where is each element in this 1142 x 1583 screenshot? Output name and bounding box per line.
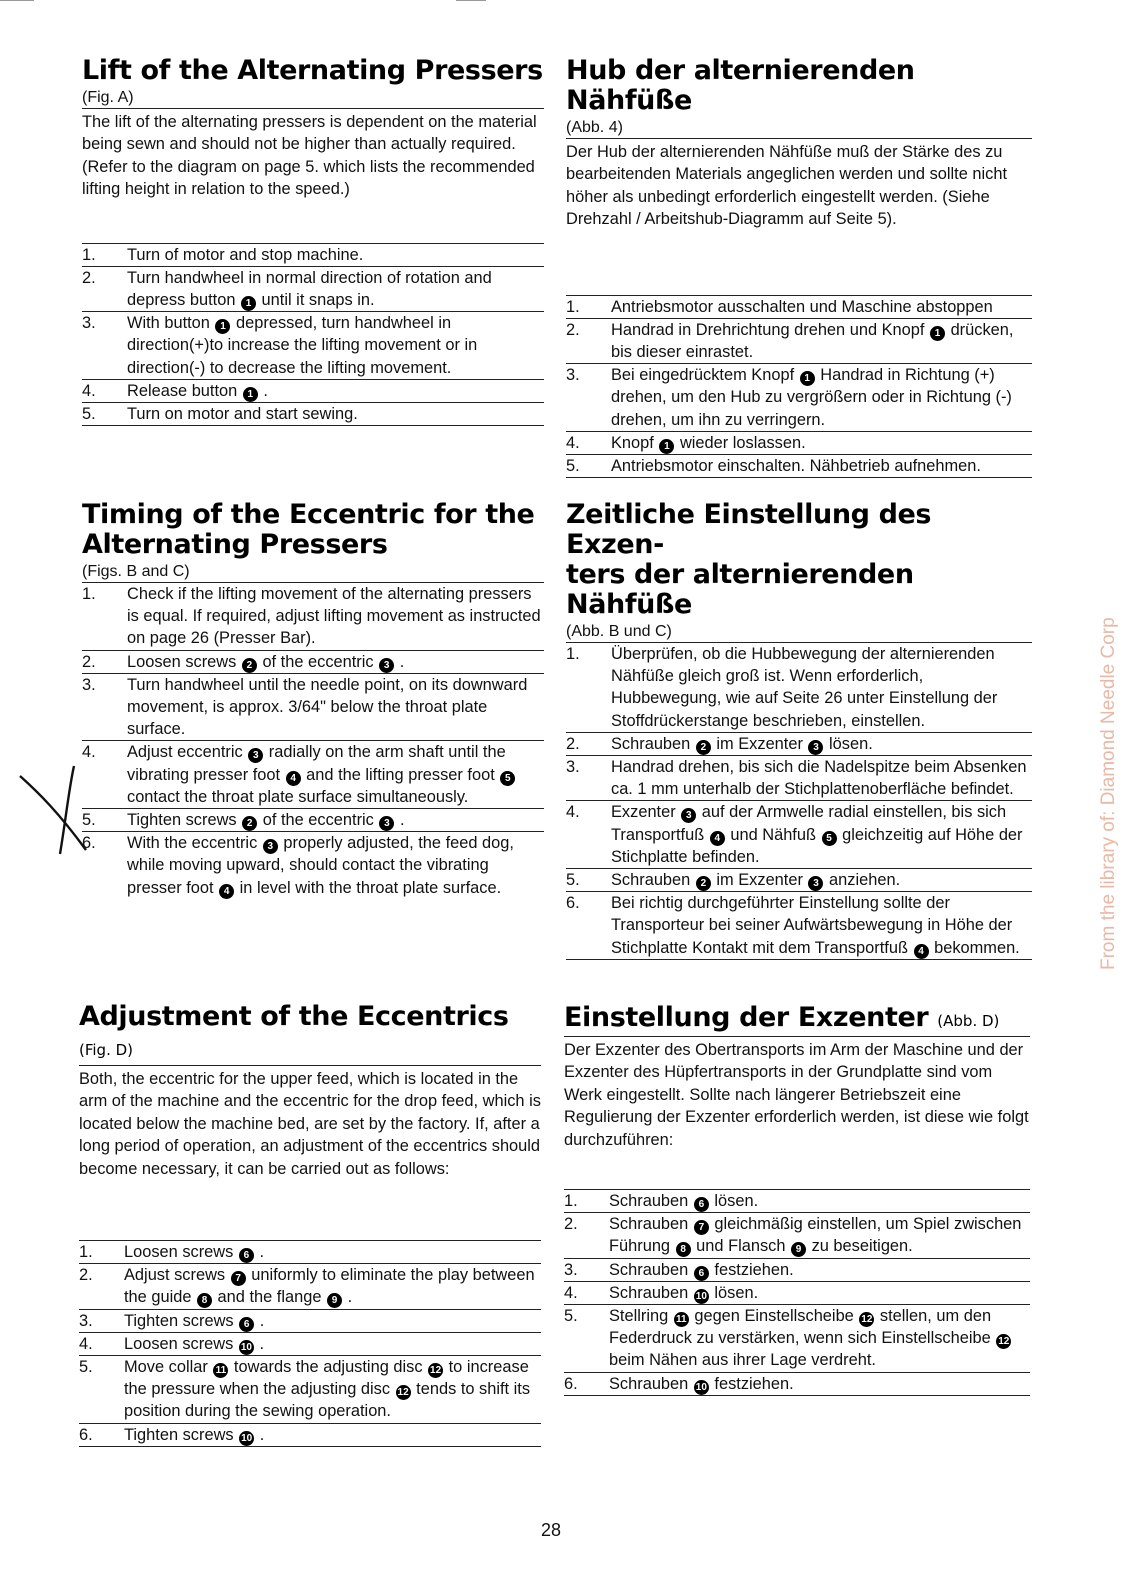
step-item xyxy=(566,455,1032,478)
step-number: 5. xyxy=(82,811,96,830)
intro-paragraph: Both, the eccentric for the upper feed, which is located in the arm of the machine and the eccentric for the drop feed, which is located below the machine bed, are set by the factory. If, after a long period of operation, an adjustment of the eccentrics should become necessary, it can be carried out as follows: xyxy=(79,1070,541,1178)
divider xyxy=(564,1036,1030,1037)
divider xyxy=(79,1065,541,1066)
step-text: and the flange xyxy=(213,1288,327,1307)
step-item xyxy=(564,1213,1030,1258)
step-text: Turn handwheel until the needle point, on its downward movement, is approx. 3/64" below the throat plate surface. xyxy=(127,675,528,739)
step-text: lösen. xyxy=(709,1192,759,1211)
step-text: . xyxy=(395,811,405,830)
step-text: Check if the lifting movement of the alternating pressers is equal. If required, adjust lifting movement as instructed on page 26 (Presser Bar). xyxy=(127,585,541,648)
step-number: 5. xyxy=(566,457,580,476)
figure-reference: (Fig. A) xyxy=(82,89,134,106)
step-text: Loosen screws xyxy=(124,1334,238,1353)
steps-list xyxy=(564,1189,1030,1396)
steps-list xyxy=(82,582,544,899)
step-number: 2. xyxy=(564,1215,578,1234)
step-text: and the lifting presser foot xyxy=(301,765,500,784)
callout-number-badge: 3 xyxy=(248,748,263,763)
step-item xyxy=(564,1259,1030,1282)
callout-number-badge: 4 xyxy=(286,771,301,786)
adjust-section-en xyxy=(79,1002,541,1447)
step-item xyxy=(82,832,544,899)
callout-number-badge: 2 xyxy=(696,740,711,755)
divider xyxy=(566,138,1032,139)
figure-reference: (Abb. B und C) xyxy=(566,623,672,640)
callout-number-badge: 11 xyxy=(213,1363,228,1378)
step-text: beim Nähen aus ihrer Lage verdreht. xyxy=(609,1351,876,1370)
callout-number-badge: 5 xyxy=(822,831,837,846)
step-text: . xyxy=(255,1425,265,1444)
step-text: . xyxy=(254,1243,264,1262)
step-text: Release button xyxy=(127,381,242,400)
step-text: gleichmäßig einstellen, um Spiel zwischen Führung xyxy=(609,1215,1022,1256)
callout-number-badge: 12 xyxy=(430,1365,442,1377)
library-watermark: From the library of: Diamond Needle Corp xyxy=(1098,617,1119,970)
callout-number-badge: 3 xyxy=(379,658,394,673)
step-number: 2. xyxy=(566,320,580,339)
timing-section-en xyxy=(82,500,544,899)
step-text: lösen. xyxy=(824,734,873,753)
step-number: 3. xyxy=(79,1311,93,1330)
step-number: 6. xyxy=(79,1425,93,1444)
step-text: festziehen. xyxy=(709,1374,794,1393)
step-item xyxy=(566,733,1032,756)
step-text: Tighten screws xyxy=(124,1311,239,1330)
step-text: of the eccentric xyxy=(257,652,379,671)
step-number: 5. xyxy=(82,405,96,424)
timing-section-de xyxy=(566,500,1032,960)
steps-list xyxy=(82,243,544,427)
step-text: Handrad drehen, bis sich die Nadelspitze beim Absenken ca. 1 mm unterhalb der Stichplattenoberfläche befindet. xyxy=(611,758,1027,799)
step-number: 4. xyxy=(564,1283,578,1302)
step-item xyxy=(79,1356,541,1424)
steps-list xyxy=(566,295,1032,479)
step-item xyxy=(566,364,1032,432)
step-text: Antriebsmotor einschalten. Nähbetrieb aufnehmen. xyxy=(611,457,981,476)
step-text: Schrauben xyxy=(609,1374,693,1393)
step-number: 3. xyxy=(564,1260,578,1279)
callout-number-badge: 1 xyxy=(659,439,674,454)
step-text: stellen, um den Federdruck zu verstärken, wenn sich Einstellscheibe xyxy=(609,1307,996,1348)
callout-number-badge: 10 xyxy=(240,1341,252,1353)
callout-number-badge: 6 xyxy=(239,1248,254,1263)
step-text: Schrauben xyxy=(609,1192,693,1211)
step-text: Stellring xyxy=(609,1307,673,1326)
section-title: Lift of the Alternating Pressers xyxy=(82,55,543,86)
callout-number-badge: 8 xyxy=(197,1293,212,1308)
step-item xyxy=(566,892,1032,960)
step-text: im Exzenter xyxy=(711,734,808,753)
callout-number-badge: 12 xyxy=(998,1336,1010,1348)
step-text: Bei eingedrücktem Knopf xyxy=(611,366,799,385)
step-item xyxy=(79,1264,541,1309)
figure-reference: (Abb. 4) xyxy=(566,119,623,136)
step-text: Schrauben xyxy=(611,734,695,753)
step-text: gleichzeitig auf Höhe der Stichplatte befinden. xyxy=(611,825,1023,866)
step-number: 5. xyxy=(564,1307,578,1326)
step-text: Handrad in Drehrichtung drehen und Knopf xyxy=(611,320,930,339)
step-item xyxy=(564,1305,1030,1373)
step-text: drücken, bis dieser einrastet. xyxy=(611,320,1014,362)
callout-number-badge: 4 xyxy=(219,884,234,899)
step-text: radially on the arm shaft until the vibrating presser foot xyxy=(127,743,506,784)
step-item xyxy=(566,296,1032,319)
step-number: 4. xyxy=(79,1334,93,1353)
step-number: 4. xyxy=(566,803,580,822)
lift-section-en xyxy=(82,56,544,426)
callout-number-badge: 2 xyxy=(242,658,257,673)
step-item xyxy=(79,1333,541,1356)
callout-number-badge: 1 xyxy=(243,387,258,402)
step-text: wieder loslassen. xyxy=(675,433,806,452)
step-text: Bei richtig durchgeführter Einstellung sollte der Transporteur bei seiner Aufwärtsbewegung in Höhe der Stichplatte Kontakt mit dem Transportfuß xyxy=(611,894,1013,957)
step-text: Schrauben xyxy=(609,1260,693,1279)
step-text: gegen Einstellscheibe xyxy=(689,1307,859,1326)
section-title: Einstellung der Exzenter (Abb. D) xyxy=(564,1002,1000,1033)
step-number: 2. xyxy=(82,652,96,671)
step-number: 5. xyxy=(79,1358,93,1377)
step-text: Exzenter xyxy=(611,803,681,822)
step-item xyxy=(79,1310,541,1333)
callout-number-badge: 2 xyxy=(696,876,711,891)
callout-number-badge: 3 xyxy=(263,839,278,854)
figure-reference: (Figs. B and C) xyxy=(82,563,190,580)
step-text: Turn of motor and stop machine. xyxy=(127,245,364,264)
callout-number-badge: 7 xyxy=(231,1271,246,1286)
figure-reference: (Abb. D) xyxy=(937,1012,1000,1030)
callout-number-badge: 4 xyxy=(914,944,929,959)
step-text: Adjust screws xyxy=(124,1266,230,1285)
callout-number-badge: 9 xyxy=(327,1293,342,1308)
adjust-section-de xyxy=(564,1003,1030,1396)
callout-number-badge: 10 xyxy=(241,1432,253,1444)
callout-number-badge: 2 xyxy=(242,816,257,831)
step-item xyxy=(566,869,1032,892)
step-number: 3. xyxy=(566,366,580,385)
step-item xyxy=(79,1241,541,1264)
step-item xyxy=(564,1282,1030,1305)
step-text: . xyxy=(254,1334,264,1353)
divider xyxy=(82,108,544,109)
callout-number-badge: 10 xyxy=(695,1290,707,1302)
step-item xyxy=(82,312,544,380)
step-text: Turn handwheel in normal direction of rotation and depress button xyxy=(127,268,492,310)
step-number: 3. xyxy=(82,675,96,694)
step-text: zu beseitigen. xyxy=(807,1237,913,1256)
step-number: 2. xyxy=(82,268,96,287)
step-item xyxy=(82,380,544,403)
callout-number-badge: 3 xyxy=(808,740,823,755)
callout-number-badge: 1 xyxy=(930,326,945,341)
step-text: tends to shift its position during the sewing operation. xyxy=(124,1380,531,1421)
step-text: to increase the pressure when the adjusting disc xyxy=(124,1358,529,1399)
step-text: und Nähfuß xyxy=(725,825,821,844)
step-item xyxy=(82,809,544,832)
intro-paragraph: The lift of the alternating pressers is dependent on the material being sewn and should not be higher than actually required. (Refer to the diagram on page 5. which lists the recommended lifting height in relation to the speed.) xyxy=(82,113,537,199)
step-number: 2. xyxy=(566,734,580,753)
callout-number-badge: 3 xyxy=(681,808,696,823)
step-number: 4. xyxy=(82,743,96,762)
step-item xyxy=(566,319,1032,364)
step-text: . xyxy=(343,1288,353,1307)
steps-list xyxy=(566,642,1032,960)
step-text: Knopf xyxy=(611,433,659,452)
step-item xyxy=(82,674,544,742)
step-text: With the eccentric xyxy=(127,834,262,853)
callout-number-badge: 1 xyxy=(241,296,256,311)
step-text: uniformly to eliminate the play between the guide xyxy=(124,1266,535,1307)
step-number: 4. xyxy=(566,433,580,452)
step-text: . xyxy=(255,1311,265,1330)
step-number: 3. xyxy=(566,758,580,777)
top-edge-mark xyxy=(0,0,34,1)
step-text: Schrauben xyxy=(609,1283,693,1302)
page-number: 28 xyxy=(540,1520,562,1540)
step-item xyxy=(566,643,1032,733)
step-text: Schrauben xyxy=(609,1215,693,1234)
step-text: lösen. xyxy=(709,1283,759,1302)
step-number: 4. xyxy=(82,381,96,400)
callout-number-badge: 3 xyxy=(379,816,394,831)
callout-number-badge: 12 xyxy=(861,1314,873,1326)
step-number: 1. xyxy=(79,1243,93,1262)
step-item xyxy=(82,583,544,651)
callout-number-badge: 4 xyxy=(710,831,725,846)
intro-paragraph: Der Hub der alternierenden Nähfüße muß der Stärke des zu bearbeitenden Materials angeglichen werden und sollte nicht höher als unbedingt erforderlich eingestellt werden. (Siehe Drehzahl / Arbeitshub-Diagramm auf Seite 5). xyxy=(566,143,1008,229)
step-text: . xyxy=(258,381,268,400)
lift-section-de xyxy=(566,56,1032,478)
callout-number-badge: 7 xyxy=(694,1220,709,1235)
section-title: Timing of the Eccentric for the Alternating Pressers xyxy=(82,499,535,560)
intro-paragraph: Der Exzenter des Obertransports im Arm der Maschine und der Exzenter des Hüpfertransports in der Grundplatte sind vom Werk eingestellt. Sollte nach längerer Betriebszeit eine Regulierung der Exzenter erforderlich werden, ist diese wie folgt durchzuführen: xyxy=(564,1041,1029,1149)
step-text: in level with the throat plate surface. xyxy=(235,878,502,897)
step-text: Antriebsmotor ausschalten und Maschine abstoppen xyxy=(611,297,993,316)
step-item xyxy=(82,741,544,809)
step-item xyxy=(79,1424,541,1447)
top-edge-mark xyxy=(456,0,486,1)
step-text: Loosen screws xyxy=(124,1243,238,1262)
step-text: . xyxy=(395,652,405,671)
step-number: 1. xyxy=(566,645,580,663)
step-text: until it snaps in. xyxy=(257,291,375,310)
step-number: 1. xyxy=(82,585,96,603)
figure-reference: (Fig. D) xyxy=(79,1041,134,1059)
step-text: festziehen. xyxy=(709,1260,794,1279)
step-text: depressed, turn handwheel in direction(+)to increase the lifting movement or in direction(-) to decrease the lifting movement. xyxy=(127,314,478,377)
step-text: Tighten screws xyxy=(127,811,242,830)
step-number: 2. xyxy=(79,1266,93,1285)
step-text: Handrad in Richtung (+) drehen, um den Hub zu vergrößern oder in Richtung (-) drehen, um ihn zu verringern. xyxy=(611,366,1012,429)
step-text: Überprüfen, ob die Hubbewegung der alternierenden Nähfüße gleich groß ist. Wenn erforderlich, Hubbewegung, wie auf Seite 26 unter Einstellung der Stoffdrückerstange beschrieben, einstellen. xyxy=(611,645,998,730)
step-text: Move collar xyxy=(124,1358,213,1377)
step-item xyxy=(566,432,1032,455)
step-number: 6. xyxy=(564,1374,578,1393)
callout-number-badge: 6 xyxy=(694,1266,709,1281)
step-text: Turn on motor and start sewing. xyxy=(127,405,358,424)
step-number: 3. xyxy=(82,314,96,333)
step-item xyxy=(566,756,1032,801)
step-item xyxy=(82,403,544,426)
section-title: Adjustment of the Eccentrics (Fig. D) xyxy=(79,1001,509,1059)
callout-number-badge: 3 xyxy=(808,876,823,891)
step-text: im Exzenter xyxy=(711,871,808,890)
step-item xyxy=(564,1373,1030,1396)
step-number: 1. xyxy=(82,245,96,264)
step-text: Schrauben xyxy=(611,871,695,890)
step-text: contact the throat plate surface simultaneously. xyxy=(127,787,469,806)
step-number: 1. xyxy=(566,297,580,316)
steps-list xyxy=(79,1240,541,1447)
step-text: Loosen screws xyxy=(127,652,241,671)
step-text: auf der Armwelle radial einstellen, bis sich Transportfuß xyxy=(611,803,1007,844)
step-number: 6. xyxy=(82,834,96,853)
step-text: Adjust eccentric xyxy=(127,743,248,762)
callout-number-badge: 12 xyxy=(397,1387,409,1399)
step-text: Tighten screws xyxy=(124,1425,239,1444)
callout-number-badge: 5 xyxy=(500,771,515,786)
step-item xyxy=(564,1190,1030,1213)
step-number: 6. xyxy=(566,894,580,913)
step-number: 1. xyxy=(564,1192,578,1211)
section-title: Zeitliche Einstellung des Exzen- ters der alternierenden Nähfüße xyxy=(566,499,932,620)
step-item xyxy=(566,801,1032,869)
callout-number-badge: 11 xyxy=(674,1312,689,1327)
step-text: anziehen. xyxy=(824,871,901,890)
step-item xyxy=(82,651,544,674)
callout-number-badge: 10 xyxy=(695,1381,707,1393)
callout-number-badge: 6 xyxy=(239,1317,254,1332)
step-number: 5. xyxy=(566,871,580,890)
step-item xyxy=(82,267,544,312)
step-text: With button xyxy=(127,314,215,333)
step-text: towards the adjusting disc xyxy=(229,1358,428,1377)
callout-number-badge: 9 xyxy=(791,1242,806,1257)
callout-number-badge: 6 xyxy=(694,1197,709,1212)
step-text: properly adjusted, the feed dog, while moving upward, should contact the vibrating presser foot xyxy=(127,834,514,897)
section-title: Hub der alternierenden Nähfüße xyxy=(566,55,915,116)
callout-number-badge: 1 xyxy=(800,371,815,386)
step-item xyxy=(82,244,544,267)
callout-number-badge: 8 xyxy=(676,1242,691,1257)
callout-number-badge: 1 xyxy=(215,319,230,334)
step-text: und Flansch xyxy=(691,1237,791,1256)
step-text: of the eccentric xyxy=(258,811,379,830)
step-text: bekommen. xyxy=(929,938,1020,957)
handwritten-x-mark xyxy=(14,758,104,858)
